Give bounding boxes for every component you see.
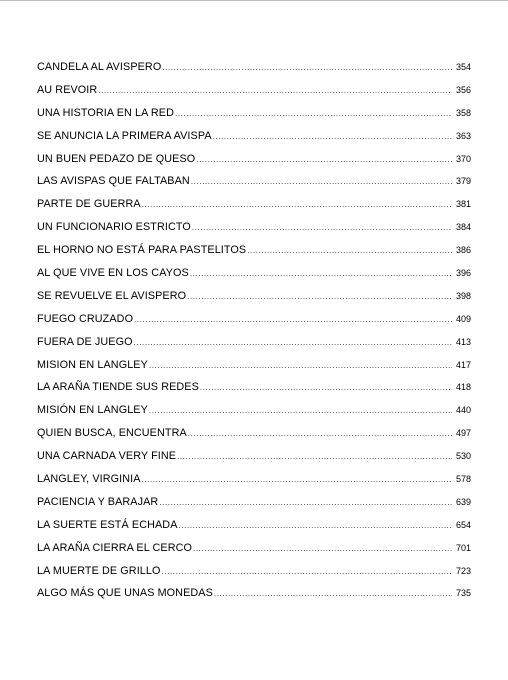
toc-entry-page-number: 354 bbox=[455, 62, 471, 72]
toc-entry-page-number: 639 bbox=[455, 496, 471, 507]
toc-entry-page-number: 396 bbox=[455, 268, 471, 279]
toc-entry-title: MISIÓN EN LANGLEY bbox=[37, 404, 148, 417]
toc-entry[interactable] bbox=[37, 312, 471, 335]
dot-leader bbox=[190, 267, 452, 281]
dot-leader bbox=[134, 336, 452, 350]
toc-entry-title: UNA CARNADA VERY FINE bbox=[37, 450, 177, 463]
toc-entry-title: UN BUEN PEDAZO DE QUESO bbox=[37, 152, 196, 165]
toc-entry-title: QUIEN BUSCA, ENCUENTRA bbox=[37, 427, 187, 440]
toc-entry-title: PACIENCIA Y BARAJAR bbox=[37, 495, 159, 508]
dot-leader bbox=[142, 473, 452, 487]
toc-entry[interactable] bbox=[37, 449, 471, 472]
toc-entry-page-number: 379 bbox=[455, 176, 471, 187]
dot-leader bbox=[142, 198, 452, 212]
toc-entry-title: FUERA DE JUEGO bbox=[37, 335, 133, 348]
toc-entry[interactable] bbox=[37, 426, 471, 449]
toc-entry-page-number: 440 bbox=[455, 405, 471, 416]
dot-leader bbox=[193, 542, 452, 556]
toc-entry[interactable] bbox=[37, 289, 471, 312]
toc-entry-title: EL HORNO NO ESTÁ PARA PASTELITOS bbox=[37, 244, 247, 257]
toc-entry[interactable] bbox=[37, 174, 471, 197]
toc-entry-title: ALGO MÁS QUE UNAS MONEDAS bbox=[37, 587, 213, 600]
dot-leader bbox=[177, 450, 452, 464]
dot-leader bbox=[192, 221, 452, 235]
dot-leader bbox=[179, 519, 452, 533]
toc-entry-page-number: 370 bbox=[455, 153, 471, 164]
toc-entry[interactable] bbox=[37, 243, 471, 266]
toc-entry[interactable] bbox=[37, 335, 471, 358]
toc-entry[interactable] bbox=[37, 586, 471, 609]
toc-entry-title: CANDELA AL AVISPERO bbox=[37, 61, 162, 73]
toc-entry-title: UN FUNCIONARIO ESTRICTO bbox=[37, 221, 191, 234]
dot-leader bbox=[247, 244, 452, 258]
toc-entry-title: FUEGO CRUZADO bbox=[37, 312, 134, 325]
toc-entry[interactable] bbox=[37, 518, 471, 541]
toc-entry[interactable] bbox=[37, 106, 471, 129]
toc-entry[interactable] bbox=[37, 472, 471, 495]
toc-entry[interactable] bbox=[37, 266, 471, 289]
toc-entry-title: LA SUERTE ESTÁ ECHADA bbox=[37, 518, 178, 531]
toc-entry-page-number: 384 bbox=[455, 222, 471, 233]
toc-entry[interactable] bbox=[37, 403, 471, 426]
toc-entry[interactable] bbox=[37, 220, 471, 243]
toc-entry-page-number: 356 bbox=[455, 84, 471, 95]
toc-entry-title: UNA HISTORIA EN LA RED bbox=[37, 106, 175, 119]
toc-entry-page-number: 578 bbox=[455, 474, 471, 485]
dot-leader bbox=[149, 359, 452, 373]
dot-leader bbox=[162, 61, 452, 75]
toc-entry[interactable] bbox=[37, 60, 471, 83]
toc-entry-title: LA ARAÑA TIENDE SUS REDES bbox=[37, 381, 199, 394]
dot-leader bbox=[175, 107, 452, 121]
dot-leader bbox=[214, 587, 452, 601]
toc-entry-title: MISION EN LANGLEY bbox=[37, 358, 148, 371]
toc-entry[interactable] bbox=[37, 541, 471, 564]
dot-leader bbox=[149, 404, 452, 418]
dot-leader bbox=[213, 130, 452, 144]
toc-entry[interactable] bbox=[37, 83, 471, 106]
toc-entry-page-number: 363 bbox=[455, 130, 471, 141]
toc-entry-page-number: 386 bbox=[455, 245, 471, 256]
toc-entry-page-number: 735 bbox=[455, 588, 471, 599]
toc-entry[interactable] bbox=[37, 380, 471, 403]
toc-entry[interactable] bbox=[37, 358, 471, 381]
toc-entry-title: SE ANUNCIA LA PRIMERA AVISPA bbox=[37, 129, 212, 142]
table-of-contents bbox=[37, 60, 471, 609]
dot-leader bbox=[159, 496, 452, 510]
toc-entry-page-number: 530 bbox=[455, 451, 471, 462]
toc-entry[interactable] bbox=[37, 564, 471, 587]
dot-leader bbox=[162, 565, 452, 579]
toc-entry-page-number: 381 bbox=[455, 199, 471, 210]
toc-entry-page-number: 497 bbox=[455, 428, 471, 439]
toc-entry-page-number: 723 bbox=[455, 565, 471, 576]
toc-entry-title: SE REVUELVE EL AVISPERO bbox=[37, 289, 187, 302]
toc-entry[interactable] bbox=[37, 129, 471, 152]
dot-leader bbox=[191, 175, 452, 189]
toc-entry-title: LAS AVISPAS QUE FALTABAN bbox=[37, 175, 190, 188]
dot-leader bbox=[134, 313, 452, 327]
toc-entry-page-number: 358 bbox=[455, 107, 471, 118]
toc-entry-title: LA MUERTE DE GRILLO bbox=[37, 564, 161, 577]
dot-leader bbox=[196, 153, 452, 167]
toc-entry-page-number: 417 bbox=[455, 359, 471, 370]
toc-entry-title: PARTE DE GUERRA bbox=[37, 198, 141, 211]
dot-leader bbox=[188, 427, 452, 441]
toc-entry-page-number: 701 bbox=[455, 542, 471, 553]
toc-entry-page-number: 413 bbox=[455, 336, 471, 347]
toc-entry-page-number: 409 bbox=[455, 313, 471, 324]
toc-entry[interactable] bbox=[37, 197, 471, 220]
page-top-border bbox=[0, 0, 508, 1]
toc-entry-page-number: 654 bbox=[455, 519, 471, 530]
dot-leader bbox=[200, 381, 452, 395]
toc-entry-page-number: 398 bbox=[455, 290, 471, 301]
toc-entry-page-number: 418 bbox=[455, 382, 471, 393]
dot-leader bbox=[187, 290, 452, 304]
toc-entry-title: LANGLEY, VIRGINIA bbox=[37, 473, 141, 486]
toc-entry-title: LA ARAÑA CIERRA EL CERCO bbox=[37, 541, 193, 554]
toc-entry[interactable] bbox=[37, 152, 471, 175]
toc-entry[interactable] bbox=[37, 495, 471, 518]
toc-entry-title: AL QUE VIVE EN LOS CAYOS bbox=[37, 267, 189, 280]
dot-leader bbox=[98, 84, 452, 98]
toc-entry-title: AU REVOIR bbox=[37, 83, 98, 96]
